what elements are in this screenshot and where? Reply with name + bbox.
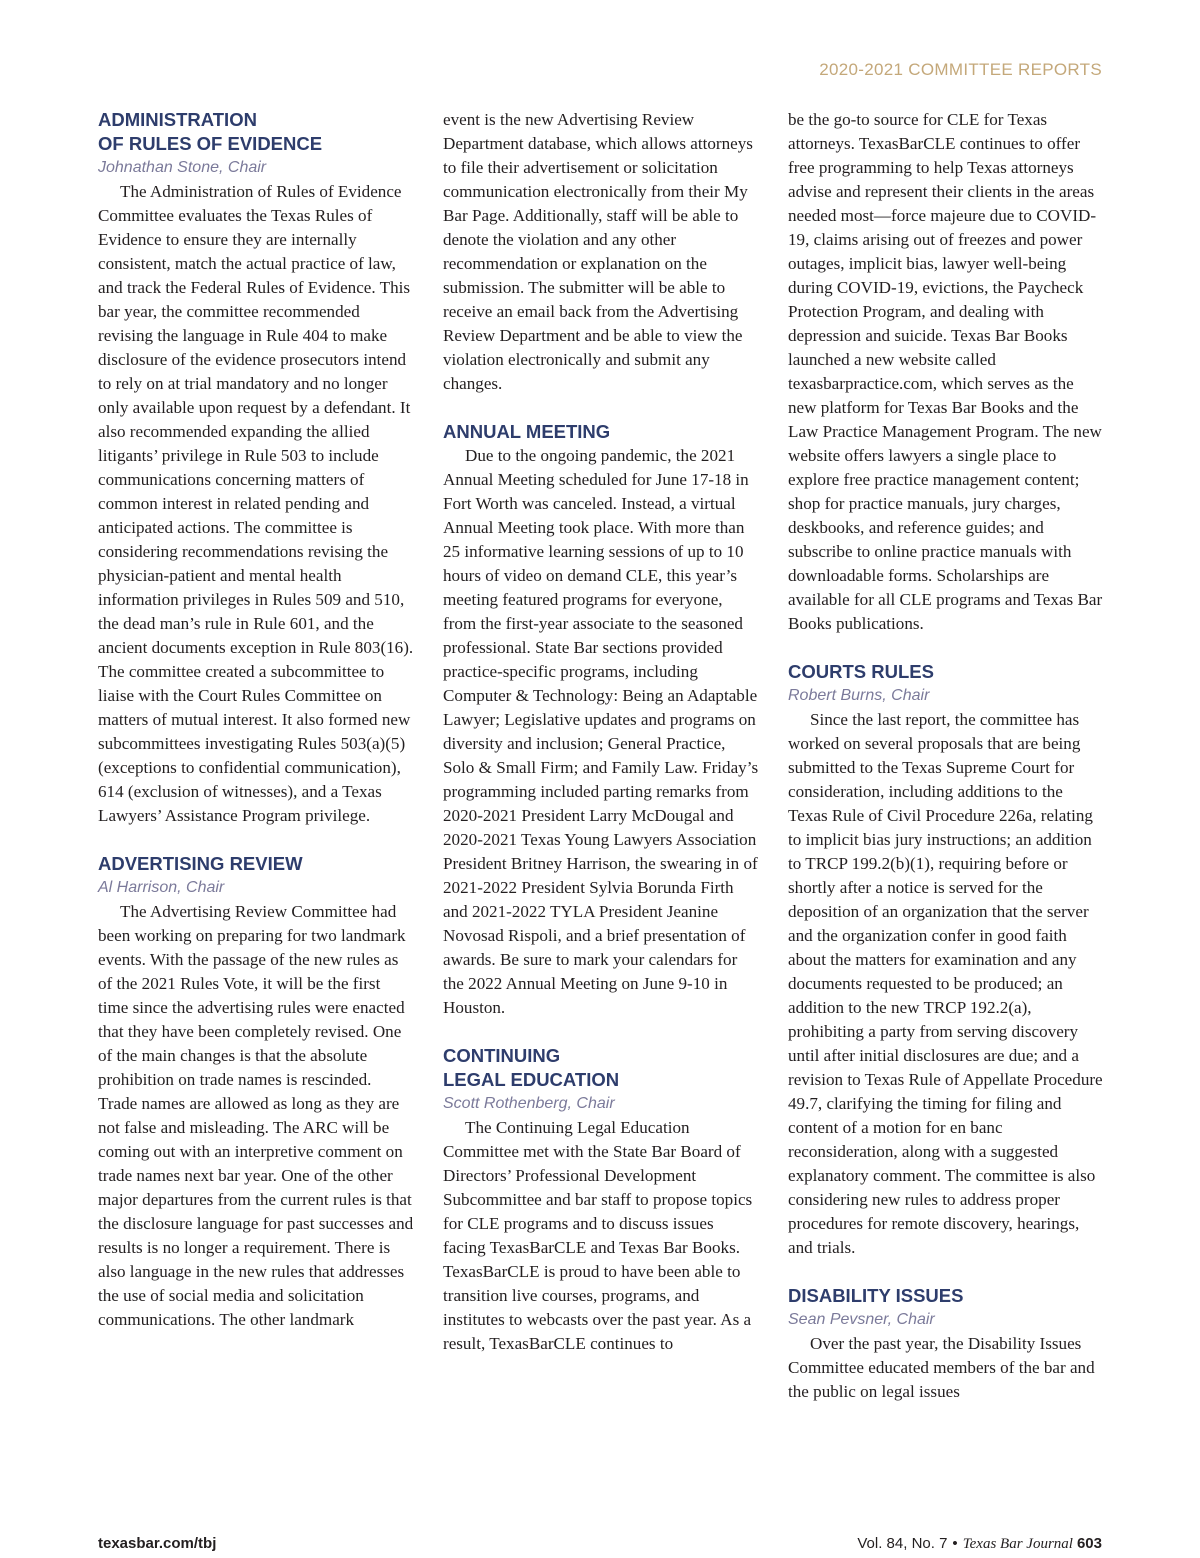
section-chair: Sean Pevsner, Chair: [788, 1311, 935, 1328]
column-3: [788, 108, 1104, 1404]
section-body-continuation: be the go-to source for CLE for Texas attorneys. TexasBarCLE continues to offer free programming to help Texas attorneys advise and represent their clients in the areas needed most—force majeure due to COVID-19, claims arising out of freezes and power outages, implicit bias, lawyer well-being during COVID-19, evictions, the Paycheck Protection Program, and dealing with depression and suicide. Texas Bar Books launched a new website called texasbarpractice.com, which serves as the new platform for Texas Bar Books and the Law Practice Management Program. The new website offers lawyers a single place to explore free practice management content; shop for practice manuals, jury charges, deskbooks, and reference guides; and subscribe to online practice manuals with downloadable forms. Scholarships are available for all CLE programs and Texas Bar Books publications.: [788, 110, 1103, 633]
section-chair: Johnathan Stone, Chair: [98, 159, 267, 176]
section-title-continuing-legal-education: [443, 1044, 759, 1092]
footer-bullet: •: [952, 1535, 958, 1552]
page-header: 2020-2021 COMMITTEE REPORTS: [819, 60, 1102, 79]
column-2: [443, 108, 759, 1356]
section-title-line2: OF RULES OF EVIDENCE: [98, 133, 323, 154]
section-body: Since the last report, the committee has worked on several proposals that are being submitted to the Texas Supreme Court for consideration, including additions to the Texas Rule of Civil Procedure 226a, relating to implicit bias jury instructions; an addition to TRCP 199.2(b)(1), requiring before or shortly after a notice is served for the deposition of an organization that the server and the organization confer in good faith about the matters for examination and any documents requested to be produced; an addition to the new TRCP 192.2(a), prohibiting a party from serving discovery until after initial disclosures are due; and a revision to Texas Rule of Appellate Procedure 49.7, clarifying the timing for filing and content of a motion for en banc reconsideration, along with a suggested explanatory comment. The committee is also considering new rules to address proper procedures for remote discovery, hearings, and trials.: [788, 710, 1103, 1257]
footer-citation: [857, 1535, 1102, 1553]
section-title-line1: ADMINISTRATION: [98, 109, 257, 130]
section-title-advertising-review: ADVERTISING REVIEW: [98, 853, 303, 874]
section-title-line2: LEGAL EDUCATION: [443, 1069, 620, 1090]
footer-website: texasbar.com/tbj: [98, 1535, 217, 1552]
section-body: The Advertising Review Committee had been working on preparing for two landmark events. With the passage of the new rules as of the 2021 Rules Vote, it will be the first time since the advertising rules were enacted that they have been completely revised. One of the main changes is that the absolute prohibition on trade names is rescinded. Trade names are allowed as long as they are not false and misleading. The ARC will be coming out with an interpretive comment on trade names next bar year. One of the other major departures from the current rules is that the disclosure language for past successes and results is no longer a requirement. There is also language in the new rules that addresses the use of social media and solicitation communications. The other landmark: [98, 902, 414, 1329]
column-1: [98, 108, 414, 1332]
section-title-administration-of-rules-of-evidence: [98, 108, 414, 156]
footer-journal: Texas Bar Journal: [962, 1536, 1073, 1552]
footer-volume: Vol. 84, No. 7: [857, 1535, 948, 1552]
section-title-annual-meeting: ANNUAL MEETING: [443, 421, 611, 442]
section-body-continuation: event is the new Advertising Review Department database, which allows attorneys to file their advertisement or solicitation communication electronically from their My Bar Page. Additionally, staff will be able to denote the violation and any other recommendation or explanation on the submission. The submitter will be able to receive an email back from the Advertising Review Department and be able to view the violation electronically and submit any changes.: [443, 110, 753, 393]
section-body: The Administration of Rules of Evidence Committee evaluates the Texas Rules of Evidence to ensure they are internally consistent, match the actual practice of law, and track the Federal Rules of Evidence. This bar year, the committee recommended revising the language in Rule 404 to make disclosure of the evidence prosecutors intend to rely on at trial mandatory and no longer only available upon request by a defendant. It also recommended expanding the allied litigants’ privilege in Rule 503 to include communications concerning matters of common interest in related pending and anticipated actions. The committee is considering recommendations revising the physician-patient and mental health information privileges in Rules 509 and 510, the dead man’s rule in Rule 601, and the ancient documents exception in Rule 803(16). The committee created a subcommittee to liaise with the Court Rules Committee on matters of mutual interest. It also formed new subcommittees investigating Rules 503(a)(5) (exceptions to confidential communication), 614 (exclusion of witnesses), and a Texas Lawyers’ Assistance Program privilege.: [98, 182, 414, 825]
section-body: The Continuing Legal Education Committee met with the State Bar Board of Directors’ Professional Development Subcommittee and bar staff to propose topics for CLE programs and to discuss issues facing TexasBarCLE and Texas Bar Books. TexasBarCLE is proud to have been able to transition live courses, programs, and institutes to webcasts over the past year. As a result, TexasBarCLE continues to: [443, 1118, 753, 1353]
section-title-disability-issues: DISABILITY ISSUES: [788, 1285, 964, 1306]
section-body: Due to the ongoing pandemic, the 2021 Annual Meeting scheduled for June 17-18 in Fort Worth was canceled. Instead, a virtual Annual Meeting took place. With more than 25 informative learning sessions of up to 10 hours of video on demand CLE, this year’s meeting featured programs for everyone, from the first-year associate to the seasoned professional. State Bar sections provided practice-specific programs, including Computer & Technology: Being an Adaptable Lawyer; Legislative updates and programs on diversity and inclusion; General Practice, Solo & Small Firm; and Family Law. Friday’s programming included parting remarks from 2020-2021 President Larry McDougal and 2020-2021 Texas Young Lawyers Association President Britney Harrison, the swearing in of 2021-2022 President Sylvia Borunda Firth and 2021-2022 TYLA President Jeanine Novosad Rispoli, and a brief presentation of awards. Be sure to mark your calendars for the 2022 Annual Meeting on June 9-10 in Houston.: [443, 446, 759, 1017]
section-title-courts-rules: COURTS RULES: [788, 661, 934, 682]
section-body: Over the past year, the Disability Issues Committee educated members of the bar and the public on legal issues: [788, 1334, 1095, 1401]
section-title-line1: CONTINUING: [443, 1045, 561, 1066]
section-chair: Al Harrison, Chair: [98, 879, 225, 896]
section-chair: Scott Rothenberg, Chair: [443, 1095, 615, 1112]
section-chair: Robert Burns, Chair: [788, 687, 930, 704]
footer-page-number: 603: [1076, 1535, 1102, 1552]
